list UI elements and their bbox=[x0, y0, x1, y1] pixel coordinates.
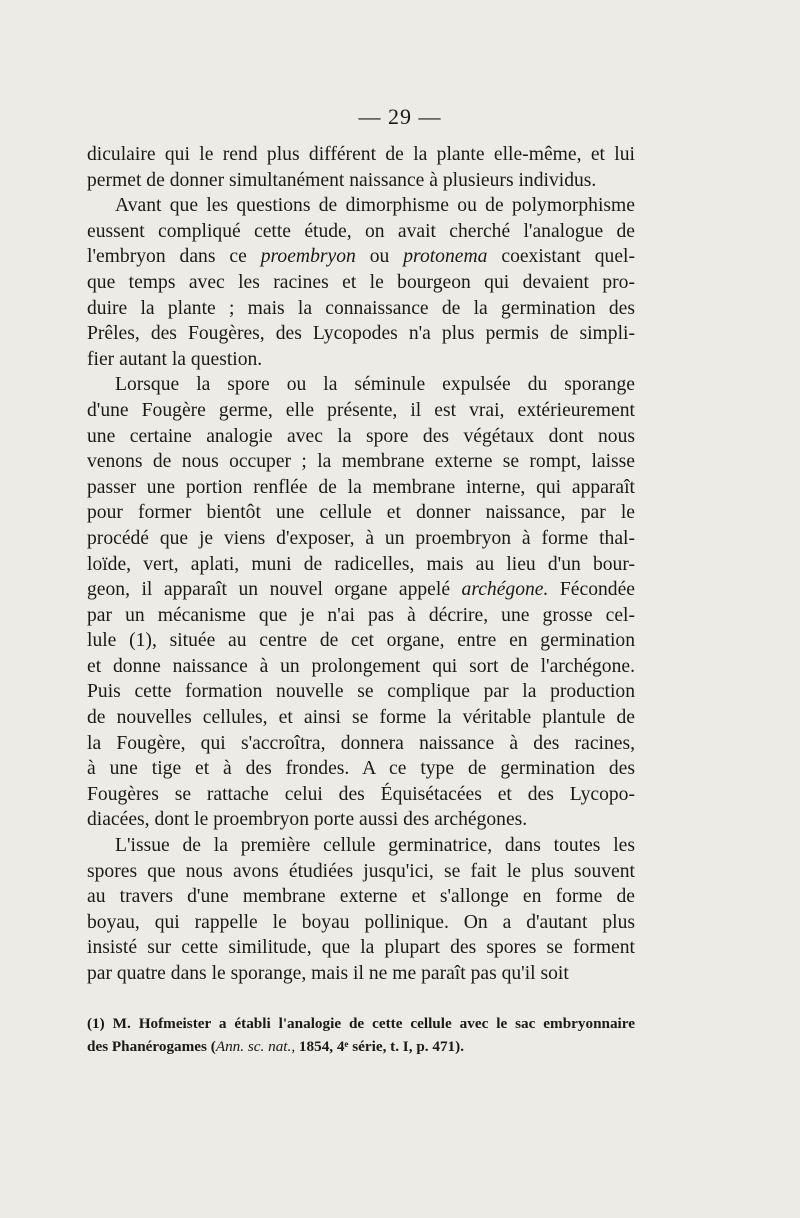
text-line: une certaine analogie avec la spore des végétaux dont nous bbox=[87, 425, 635, 447]
paragraph bbox=[87, 833, 635, 987]
text-line: que temps avec les racines et le bourgeon qui devaient pro- bbox=[87, 271, 635, 293]
footnote bbox=[87, 1012, 635, 1058]
text-line: par un mécanisme que je n'ai pas à décrire, une grosse cel- bbox=[87, 604, 635, 626]
text-segment: Fécondée bbox=[548, 579, 635, 601]
text-line: L'issue de la première cellule germinatrice, dans toutes les bbox=[115, 835, 635, 857]
text-line: passer une portion renflée de la membrane interne, qui apparaît bbox=[87, 476, 635, 498]
text-segment: geon, il apparaît un nouvel organe appelé bbox=[87, 579, 462, 601]
text-line: à une tige et à des frondes. A ce type de germination des bbox=[87, 758, 635, 780]
paragraph bbox=[87, 372, 635, 833]
body-text bbox=[87, 142, 635, 987]
text-segment: coexistant quel- bbox=[487, 246, 635, 268]
text-line: Avant que les questions de dimorphisme ou de polymorphisme bbox=[115, 195, 635, 217]
italic-term: protonema bbox=[403, 246, 488, 268]
text-line: venons de nous occuper ; la membrane externe se rompt, laisse bbox=[87, 451, 635, 473]
text-segment: l'embryon dans ce bbox=[87, 246, 261, 268]
text-line: de nouvelles cellules, et ainsi se forme la véritable plantule de bbox=[87, 707, 635, 729]
paragraph bbox=[87, 142, 635, 193]
footnote-line bbox=[87, 1035, 635, 1058]
text-segment: des Phanérogames ( bbox=[87, 1038, 216, 1055]
text-line: la Fougère, qui s'accroîtra, donnera naissance à des racines, bbox=[87, 732, 635, 754]
text-segment: ou bbox=[355, 246, 404, 268]
text-line: loïde, vert, aplati, muni de radicelles, mais au lieu d'un bour- bbox=[87, 553, 635, 575]
italic-term: proembryon bbox=[260, 246, 356, 268]
text-line: insisté sur cette similitude, que la plupart des spores se forment bbox=[87, 937, 635, 959]
text-line: procédé que je viens d'exposer, à un proembryon à forme thal- bbox=[87, 527, 635, 549]
italic-term: Ann. sc. nat., bbox=[215, 1038, 296, 1055]
text-line: d'une Fougère germe, elle présente, il est vrai, extérieurement bbox=[87, 399, 635, 421]
text-line: lule (1), située au centre de cet organe, entre en germination bbox=[87, 630, 635, 652]
footnote-line: (1) M. Hofmeister a établi l'analogie de cette cellule avec le sac embryonnaire bbox=[87, 1015, 635, 1032]
text-line: Puis cette formation nouvelle se complique par la production bbox=[87, 681, 635, 703]
page-number: — 29 — bbox=[358, 104, 442, 129]
text-line: permet de donner simultanément naissance à plusieurs individus. bbox=[87, 169, 597, 191]
text-line: Prêles, des Fougères, des Lycopodes n'a plus permis de simpli- bbox=[87, 323, 635, 345]
text-line: et donne naissance à un prolongement qui sort de l'archégone. bbox=[87, 655, 635, 677]
text-line: Lorsque la spore ou la séminule expulsée du sporange bbox=[115, 374, 635, 396]
italic-term: archégone. bbox=[461, 579, 549, 601]
text-line: diculaire qui le rend plus différent de la plante elle-même, et lui bbox=[87, 144, 635, 165]
text-line: eussent compliqué cette étude, on avait cherché l'analogue de bbox=[87, 220, 635, 242]
text-line bbox=[87, 244, 635, 270]
text-line: par quatre dans le sporange, mais il ne me paraît pas qu'il soit bbox=[87, 963, 569, 984]
text-line: pour former bientôt une cellule et donner naissance, par le bbox=[87, 502, 635, 524]
text-line: au travers d'une membrane externe et s'allonge en forme de bbox=[87, 886, 635, 908]
paragraph bbox=[87, 193, 635, 372]
text-line: diacées, dont le proembryon porte aussi des archégones. bbox=[87, 809, 528, 831]
text-line: fier autant la question. bbox=[87, 348, 263, 370]
text-segment: 1854, 4ᵉ série, t. I, p. 471). bbox=[295, 1038, 464, 1055]
text-line: boyau, qui rappelle le boyau pollinique. On a d'autant plus bbox=[87, 911, 635, 933]
text-line bbox=[87, 577, 635, 603]
text-line: Fougères se rattache celui des Équisétacées et des Lycopo- bbox=[87, 783, 635, 805]
text-line: duire la plante ; mais la connaissance de la germination des bbox=[87, 297, 635, 319]
text-line: spores que nous avons étudiées jusqu'ici, se fait le plus souvent bbox=[87, 860, 635, 882]
